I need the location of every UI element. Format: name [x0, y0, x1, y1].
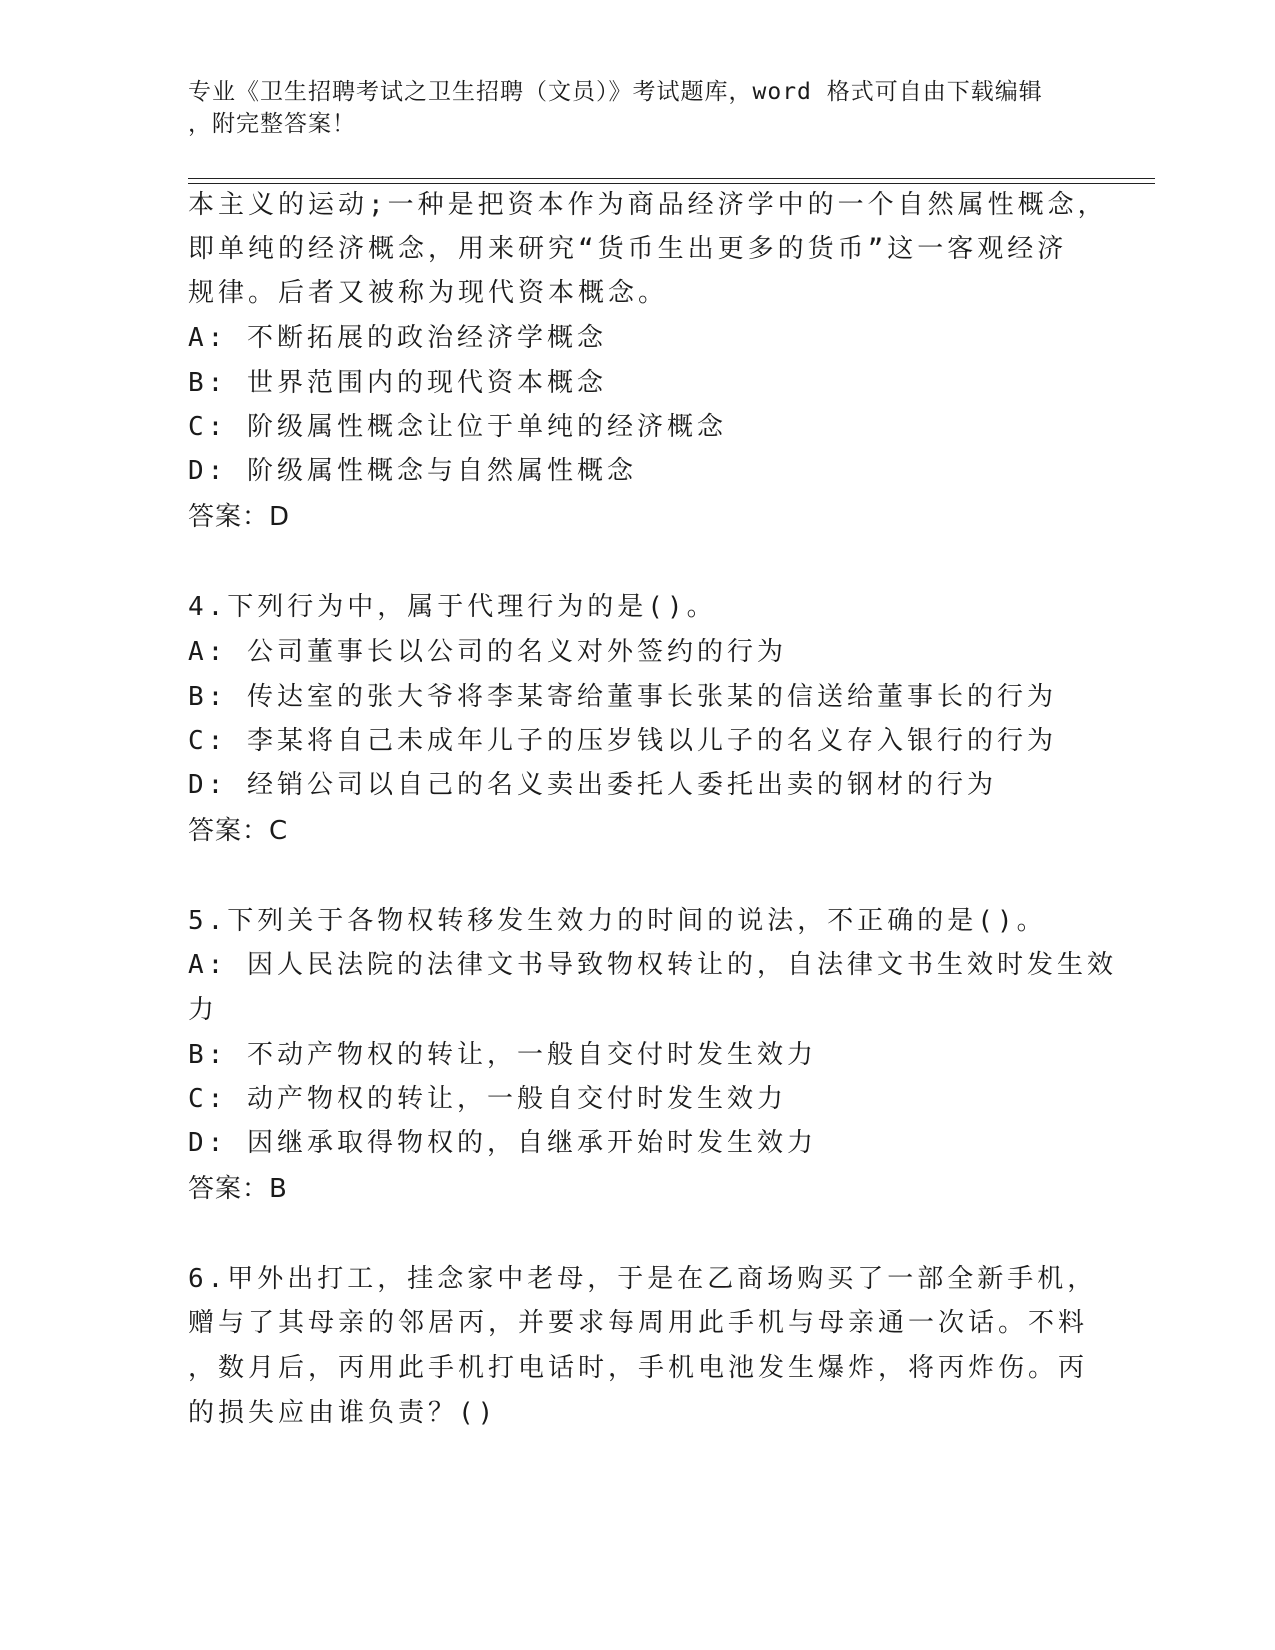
- q5-option-a: A: 因人民法院的法律文书导致物权转让的，自法律文书生效时发生效: [188, 950, 1117, 980]
- header-divider-bottom: [188, 183, 1155, 184]
- q3-option-b: B: 世界范围内的现代资本概念: [188, 368, 607, 398]
- q3-stem-line: 规律。后者又被称为现代资本概念。: [188, 278, 669, 308]
- q4-answer: 答案：C: [188, 816, 289, 846]
- q6-stem-line: ，数月后，丙用此手机打电话时，手机电池发生爆炸，将丙炸伤。丙: [188, 1353, 1089, 1383]
- q3-answer: 答案：D: [188, 502, 291, 532]
- q4-stem-line: 4.下列行为中，属于代理行为的是()。: [188, 592, 717, 622]
- q4-option-d: D: 经销公司以自己的名义卖出委托人委托出卖的钢材的行为: [188, 770, 997, 800]
- q3-stem-line: 即单纯的经济概念，用来研究“货币生出更多的货币”这一客观经济: [188, 234, 1068, 264]
- header-line-2: ，附完整答案！: [188, 111, 356, 137]
- q3-option-d: D: 阶级属性概念与自然属性概念: [188, 456, 637, 486]
- q4-option-c: C: 李某将自己未成年儿子的压岁钱以儿子的名义存入银行的行为: [188, 726, 1057, 756]
- q5-answer: 答案：B: [188, 1174, 288, 1204]
- q6-stem-line: 的损失应由谁负责？(): [188, 1398, 498, 1428]
- q4-option-a: A: 公司董事长以公司的名义对外签约的行为: [188, 637, 787, 667]
- q5-stem-line: 5.下列关于各物权转移发生效力的时间的说法，不正确的是()。: [188, 906, 1047, 936]
- q5-option-d: D: 因继承取得物权的，自继承开始时发生效力: [188, 1128, 817, 1158]
- header-divider-top: [188, 178, 1155, 179]
- q5-option-c: C: 动产物权的转让，一般自交付时发生效力: [188, 1084, 787, 1114]
- header-line-1: 专业《卫生招聘考试之卫生招聘（文员）》考试题库，word 格式可自由下载编辑: [188, 79, 1043, 105]
- q3-option-c: C: 阶级属性概念让位于单纯的经济概念: [188, 412, 727, 442]
- q4-option-b: B: 传达室的张大爷将李某寄给董事长张某的信送给董事长的行为: [188, 682, 1057, 712]
- q6-stem-line: 6.甲外出打工，挂念家中老母，于是在乙商场购买了一部全新手机，: [188, 1264, 1098, 1294]
- q5-option-a-continued: 力: [188, 995, 219, 1025]
- q6-stem-line: 赠与了其母亲的邻居丙，并要求每周用此手机与母亲通一次话。不料: [188, 1308, 1089, 1338]
- q3-option-a: A: 不断拓展的政治经济学概念: [188, 323, 607, 353]
- q5-option-b: B: 不动产物权的转让，一般自交付时发生效力: [188, 1040, 817, 1070]
- page-header: [188, 76, 1088, 140]
- q3-stem-line: 本主义的运动;一种是把资本作为商品经济学中的一个自然属性概念，: [188, 190, 1108, 220]
